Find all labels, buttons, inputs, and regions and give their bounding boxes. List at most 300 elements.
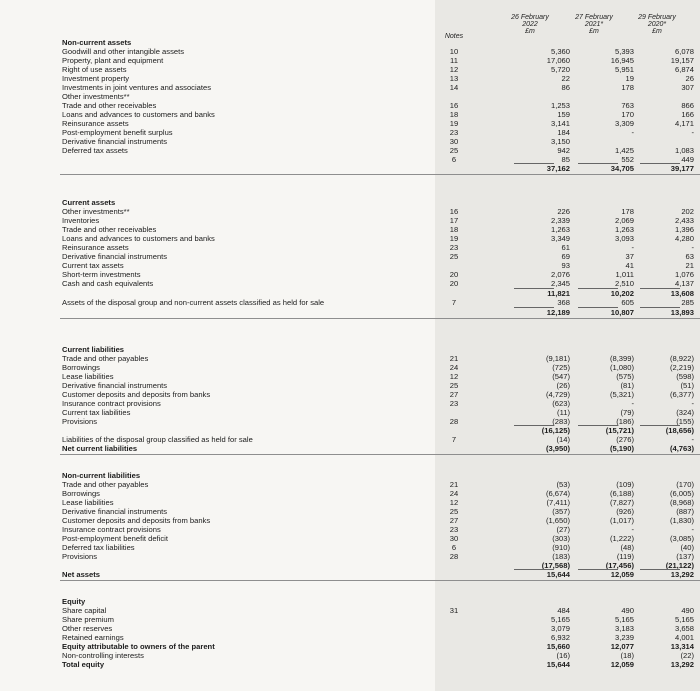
row-label: Investments in joint ventures and associates	[62, 83, 212, 92]
value-2022: (357)	[552, 507, 570, 516]
subtotal-rule	[640, 569, 680, 570]
table-row	[0, 651, 700, 660]
row-note: 27	[449, 390, 459, 399]
subtotal-rule	[640, 307, 680, 308]
value-2020: (3,085)	[669, 534, 694, 543]
value-2021: 5,165	[614, 615, 634, 624]
value-2021: 10,202	[610, 289, 634, 298]
table-row	[0, 480, 700, 489]
value-2022: 69	[561, 252, 570, 261]
value-2020: (51)	[680, 381, 694, 390]
value-2021: 178	[621, 207, 634, 216]
row-label: Reinsurance assets	[62, 243, 129, 252]
subtotal-row	[0, 444, 700, 453]
value-2021: 5,951	[614, 65, 634, 74]
value-2021: 41	[625, 261, 634, 270]
row-label: Current liabilities	[62, 345, 125, 354]
row-label: Share capital	[62, 606, 107, 615]
row-label: Cash and cash equivalents	[62, 279, 154, 288]
value-2020: 1,076	[674, 270, 694, 279]
table-row	[0, 243, 700, 252]
value-2022: 22	[561, 74, 570, 83]
row-label: Assets of the disposal group and non-current assets classified as held for sale	[62, 298, 325, 307]
value-2020: 5,165	[674, 615, 694, 624]
value-2021: 1,425	[614, 146, 634, 155]
value-2020: -	[691, 525, 694, 534]
value-2021: 1,263	[614, 225, 634, 234]
row-note: 12	[449, 65, 459, 74]
subtotal-row	[0, 164, 700, 173]
value-2021: (1,017)	[609, 516, 634, 525]
value-2021: 19	[625, 74, 634, 83]
value-2021: 12,059	[610, 570, 634, 579]
value-2021: (926)	[616, 507, 634, 516]
subtotal-row	[0, 660, 700, 669]
value-2021: 3,309	[614, 119, 634, 128]
table-row	[0, 507, 700, 516]
value-2020: 307	[681, 83, 694, 92]
value-2022: 5,360	[550, 47, 570, 56]
table-row	[0, 101, 700, 110]
value-2021: -	[631, 399, 634, 408]
value-2021: (18)	[620, 651, 634, 660]
value-2022: 184	[557, 128, 570, 137]
table-row	[0, 372, 700, 381]
row-label: Derivative financial instruments	[62, 381, 168, 390]
table-row	[0, 234, 700, 243]
value-2021: (48)	[620, 543, 634, 552]
table-row	[0, 354, 700, 363]
table-row	[0, 489, 700, 498]
row-note: 18	[449, 110, 459, 119]
row-label: Non-controlling interests	[62, 651, 144, 660]
value-2022: (53)	[556, 480, 570, 489]
table-row	[0, 534, 700, 543]
table-row	[0, 270, 700, 279]
value-2020: 39,177	[670, 164, 694, 173]
section-divider	[60, 454, 700, 455]
subtotal-rule	[514, 569, 554, 570]
value-2020: 1,396	[674, 225, 694, 234]
row-note: 6	[451, 543, 457, 552]
table-row	[0, 633, 700, 642]
row-label: Derivative financial instruments	[62, 507, 168, 516]
value-2020: (2,219)	[669, 363, 694, 372]
row-note: 18	[449, 225, 459, 234]
row-label: Loans and advances to customers and banks	[62, 110, 215, 119]
value-2020: (887)	[676, 507, 694, 516]
subtotal-rule	[640, 288, 680, 289]
section-divider	[60, 174, 700, 175]
value-2022: 2,345	[550, 279, 570, 288]
subtotal-row	[0, 308, 700, 317]
table-row	[0, 207, 700, 216]
row-label: Liabilities of the disposal group classified as held for sale	[62, 435, 253, 444]
row-label: Retained earnings	[62, 633, 124, 642]
row-label: Equity	[62, 597, 86, 606]
value-2020: -	[691, 399, 694, 408]
table-row	[0, 110, 700, 119]
row-label: Right of use assets	[62, 65, 127, 74]
value-2021: 16,945	[610, 56, 634, 65]
table-row	[0, 435, 700, 444]
value-2020: 26	[685, 74, 694, 83]
value-2020: (155)	[676, 417, 694, 426]
value-2022: (183)	[552, 552, 570, 561]
notes-header: Notes	[444, 33, 464, 40]
value-2021: (7,827)	[609, 498, 634, 507]
value-2022: 484	[557, 606, 570, 615]
value-2020: 6,874	[674, 65, 694, 74]
row-label: Insurance contract provisions	[62, 525, 161, 534]
table-row	[0, 225, 700, 234]
row-note: 21	[449, 480, 459, 489]
value-2020: -	[691, 435, 694, 444]
section-heading	[0, 38, 700, 47]
value-2022: (16)	[556, 651, 570, 660]
table-row	[0, 119, 700, 128]
row-note: 16	[449, 207, 459, 216]
value-2022: (725)	[552, 363, 570, 372]
row-label: Trade and other payables	[62, 480, 149, 489]
table-row	[0, 216, 700, 225]
value-2022: (4,729)	[545, 390, 570, 399]
row-note: 25	[449, 252, 459, 261]
value-2022: (16,125)	[541, 426, 570, 435]
value-2020: -	[691, 243, 694, 252]
subtotal-row	[0, 289, 700, 298]
row-label: Derivative financial instruments	[62, 252, 168, 261]
row-label: Trade and other receivables	[62, 101, 157, 110]
value-2021: (17,456)	[605, 561, 634, 570]
value-2021: 3,239	[614, 633, 634, 642]
table-row	[0, 525, 700, 534]
subtotal-rule	[640, 425, 680, 426]
row-note: 24	[449, 489, 459, 498]
row-note: 30	[449, 137, 459, 146]
value-2021: -	[631, 243, 634, 252]
table-row	[0, 261, 700, 270]
subtotal-row	[0, 570, 700, 579]
value-2022: 12,189	[546, 308, 570, 317]
value-2022: 86	[561, 83, 570, 92]
subtotal-rule	[578, 163, 618, 164]
table-row	[0, 543, 700, 552]
table-row	[0, 381, 700, 390]
value-2022: (303)	[552, 534, 570, 543]
value-2022: 5,165	[550, 615, 570, 624]
value-2022: (6,674)	[545, 489, 570, 498]
row-note: 25	[449, 507, 459, 516]
table-row	[0, 363, 700, 372]
value-2021: -	[631, 525, 634, 534]
value-2020: (21,122)	[665, 561, 694, 570]
table-row	[0, 65, 700, 74]
value-2022: (910)	[552, 543, 570, 552]
row-note: 20	[449, 279, 459, 288]
value-2020: 449	[681, 155, 694, 164]
table-row	[0, 606, 700, 615]
value-2022: 15,644	[546, 660, 570, 669]
row-note: 6	[451, 155, 457, 164]
row-note: 23	[449, 128, 459, 137]
row-note: 19	[449, 119, 459, 128]
row-note: 24	[449, 363, 459, 372]
subtotal-rule	[640, 163, 680, 164]
row-label: Total equity	[62, 660, 105, 669]
row-label: Lease liabilities	[62, 372, 114, 381]
value-2021: (575)	[616, 372, 634, 381]
table-row	[0, 279, 700, 288]
row-label: Derivative financial instruments	[62, 137, 168, 146]
value-2020: 866	[681, 101, 694, 110]
row-label: Current tax liabilities	[62, 408, 131, 417]
value-2020: 4,171	[674, 119, 694, 128]
section-divider	[60, 318, 700, 319]
value-2022: 37,162	[546, 164, 570, 173]
subtotal-rule	[578, 307, 618, 308]
value-2021: -	[631, 128, 634, 137]
value-2022: 942	[557, 146, 570, 155]
subtotal-rule	[578, 425, 618, 426]
row-label: Other investments**	[62, 92, 130, 101]
table-row	[0, 624, 700, 633]
value-2021: 10,807	[610, 308, 634, 317]
section-heading	[0, 471, 700, 480]
row-label: Non-current liabilities	[62, 471, 141, 480]
subtotal-row	[0, 642, 700, 651]
value-2022: (3,950)	[545, 444, 570, 453]
value-2020: (6,005)	[669, 489, 694, 498]
row-label: Post-employment benefit surplus	[62, 128, 173, 137]
value-2021: (81)	[620, 381, 634, 390]
value-2020: (170)	[676, 480, 694, 489]
table-row	[0, 390, 700, 399]
row-label: Equity attributable to owners of the parent	[62, 642, 215, 651]
table-row	[0, 92, 700, 101]
row-note: 11	[450, 56, 458, 65]
value-2022: 61	[561, 243, 570, 252]
value-2022: 6,932	[550, 633, 570, 642]
value-2021: (8,399)	[609, 354, 634, 363]
row-note: 20	[449, 270, 459, 279]
table-row	[0, 408, 700, 417]
row-label: Borrowings	[62, 363, 100, 372]
row-note: 7	[451, 298, 457, 307]
value-2020: 63	[685, 252, 694, 261]
value-2020: (4,763)	[669, 444, 694, 453]
row-note: 16	[449, 101, 459, 110]
row-label: Property, plant and equipment	[62, 56, 164, 65]
value-2020: 2,433	[674, 216, 694, 225]
value-2020: 13,292	[670, 570, 694, 579]
value-2020: 13,314	[670, 642, 694, 651]
row-label: Deferred tax liabilities	[62, 543, 135, 552]
value-2022: (26)	[556, 381, 570, 390]
row-note: 10	[449, 47, 459, 56]
value-2022: 3,141	[550, 119, 570, 128]
row-label: Trade and other payables	[62, 354, 149, 363]
value-2020: 285	[681, 298, 694, 307]
value-2022: 1,263	[550, 225, 570, 234]
value-2020: 4,280	[674, 234, 694, 243]
value-2022: 15,644	[546, 570, 570, 579]
table-row	[0, 615, 700, 624]
value-2020: (18,656)	[665, 426, 694, 435]
value-2020: 19,157	[670, 56, 694, 65]
row-note: 12	[449, 498, 459, 507]
value-2022: 1,253	[550, 101, 570, 110]
subtotal-row	[0, 426, 700, 435]
subtotal-rule	[578, 569, 618, 570]
value-2021: 170	[621, 110, 634, 119]
value-2020: 4,001	[674, 633, 694, 642]
value-2020: 490	[681, 606, 694, 615]
table-row	[0, 47, 700, 56]
row-label: Investment property	[62, 74, 130, 83]
value-2022: (9,181)	[545, 354, 570, 363]
table-row	[0, 56, 700, 65]
value-2022: (11)	[557, 408, 570, 417]
value-2022: 93	[561, 261, 570, 270]
table-row	[0, 252, 700, 261]
value-2022: 11,821	[547, 289, 570, 298]
value-2021: 178	[621, 83, 634, 92]
row-label: Loans and advances to customers and banks	[62, 234, 215, 243]
row-note: 21	[449, 354, 459, 363]
value-2022: 3,349	[550, 234, 570, 243]
value-2022: 85	[561, 155, 570, 164]
value-2021: (109)	[616, 480, 634, 489]
row-label: Lease liabilities	[62, 498, 114, 507]
value-2022: (283)	[552, 417, 570, 426]
row-label: Current assets	[62, 198, 116, 207]
row-label: Provisions	[62, 552, 98, 561]
col-header-2020: 29 February 2020* £m	[638, 14, 676, 35]
value-2020: 1,083	[674, 146, 694, 155]
row-label: Customer deposits and deposits from banks	[62, 516, 211, 525]
row-note: 27	[449, 516, 459, 525]
value-2021: (186)	[616, 417, 634, 426]
row-label: Customer deposits and deposits from banks	[62, 390, 211, 399]
value-2022: (7,411)	[546, 498, 570, 507]
row-label: Share premium	[62, 615, 114, 624]
value-2022: (17,568)	[541, 561, 570, 570]
table-row	[0, 399, 700, 408]
value-2020: 13,608	[670, 289, 694, 298]
row-label: Inventories	[62, 216, 100, 225]
value-2021: 1,011	[615, 270, 634, 279]
value-2021: 5,393	[614, 47, 634, 56]
value-2020: (324)	[676, 408, 694, 417]
value-2022: (1,650)	[545, 516, 570, 525]
value-2020: 21	[685, 261, 694, 270]
row-note: 23	[449, 243, 459, 252]
value-2022: 5,720	[550, 65, 570, 74]
value-2022: 3,079	[550, 624, 570, 633]
row-label: Other reserves	[62, 624, 113, 633]
value-2021: (6,188)	[609, 489, 634, 498]
value-2021: 3,183	[614, 624, 634, 633]
value-2020: 3,658	[674, 624, 694, 633]
value-2020: -	[691, 128, 694, 137]
value-2021: (5,321)	[609, 390, 634, 399]
row-note: 30	[449, 534, 459, 543]
value-2022: 2,339	[550, 216, 570, 225]
value-2021: 605	[621, 298, 634, 307]
value-2021: (5,190)	[609, 444, 634, 453]
value-2021: 34,705	[610, 164, 634, 173]
value-2021: 37	[625, 252, 634, 261]
row-note: 25	[449, 381, 459, 390]
value-2020: 13,893	[670, 308, 694, 317]
value-2020: 13,292	[670, 660, 694, 669]
table-row	[0, 516, 700, 525]
col-header-2021: 27 February 2021* £m	[575, 14, 613, 35]
value-2021: (1,222)	[609, 534, 634, 543]
value-2020: (6,377)	[669, 390, 694, 399]
value-2020: (8,968)	[669, 498, 694, 507]
row-label: Post-employment benefit deficit	[62, 534, 168, 543]
value-2020: (40)	[680, 543, 694, 552]
value-2021: 12,059	[610, 660, 634, 669]
value-2021: 3,093	[614, 234, 634, 243]
row-note: 28	[449, 552, 459, 561]
row-label: Goodwill and other intangible assets	[62, 47, 184, 56]
table-row	[0, 498, 700, 507]
table-row	[0, 137, 700, 146]
value-2020: 4,137	[674, 279, 694, 288]
value-2021: 12,077	[610, 642, 634, 651]
col-header-2022: 26 February 2022 £m	[511, 14, 549, 35]
value-2022: 226	[557, 207, 570, 216]
value-2020: 166	[681, 110, 694, 119]
table-row	[0, 128, 700, 137]
row-note: 12	[449, 372, 459, 381]
row-label: Other investments**	[62, 207, 130, 216]
row-note: 19	[449, 234, 459, 243]
value-2022: (27)	[556, 525, 570, 534]
section-heading	[0, 345, 700, 354]
value-2021: 2,069	[614, 216, 634, 225]
row-label: Net assets	[62, 570, 100, 579]
table-row	[0, 552, 700, 561]
value-2020: (1,830)	[669, 516, 694, 525]
row-label: Provisions	[62, 417, 98, 426]
subtotal-rule	[514, 307, 554, 308]
subtotal-rule	[514, 163, 554, 164]
row-note: 17	[449, 216, 459, 225]
subtotal-rule	[514, 425, 554, 426]
value-2020: (8,922)	[669, 354, 694, 363]
row-note: 23	[449, 399, 459, 408]
value-2022: 3,150	[550, 137, 570, 146]
value-2022: (547)	[552, 372, 570, 381]
row-label: Insurance contract provisions	[62, 399, 161, 408]
value-2021: (79)	[620, 408, 634, 417]
row-note: 23	[449, 525, 459, 534]
value-2020: (137)	[676, 552, 694, 561]
row-note: 13	[449, 74, 459, 83]
value-2022: (14)	[556, 435, 570, 444]
value-2021: 2,510	[614, 279, 634, 288]
row-label: Borrowings	[62, 489, 100, 498]
subtotal-rule	[514, 288, 554, 289]
value-2020: 6,078	[674, 47, 694, 56]
row-note: 25	[449, 146, 459, 155]
row-note: 14	[449, 83, 459, 92]
value-2021: 490	[621, 606, 634, 615]
